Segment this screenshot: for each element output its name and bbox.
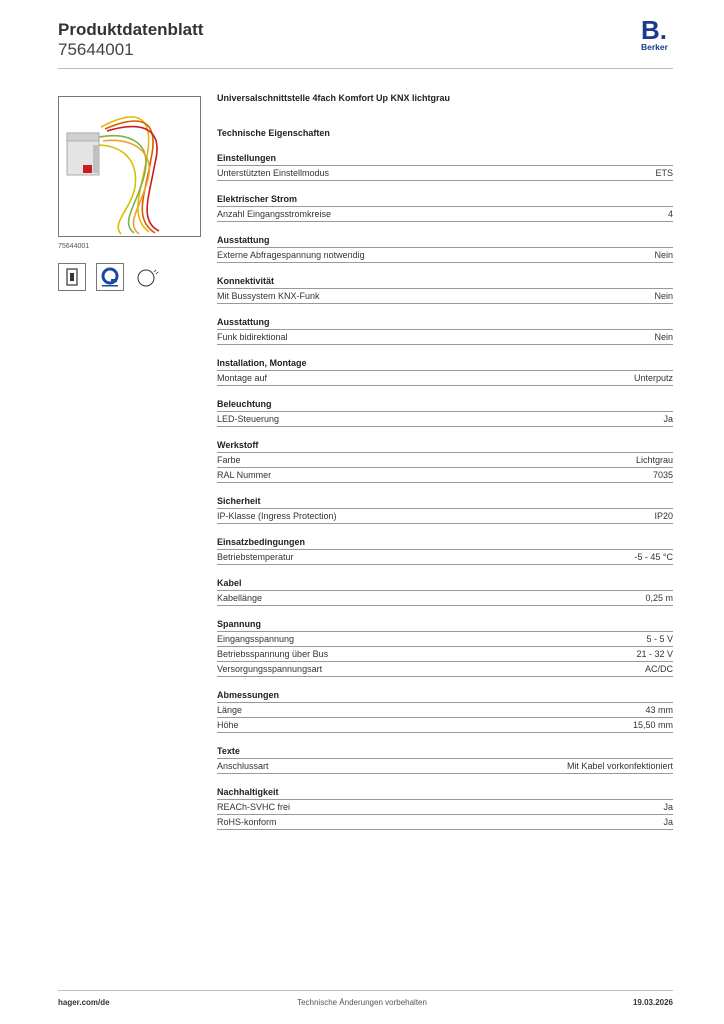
- property-value: 7035: [652, 470, 673, 480]
- group-title: Spannung: [217, 618, 673, 632]
- property-row: [217, 166, 673, 181]
- property-value: Ja: [663, 414, 673, 424]
- group-title: Nachhaltigkeit: [217, 786, 673, 800]
- property-label: Unterstützten Einstellmodus: [217, 168, 330, 178]
- brand-name: Berker: [641, 42, 668, 52]
- footer-date: 19.03.2026: [632, 998, 673, 1007]
- property-value: Lichtgrau: [635, 455, 673, 465]
- property-value: IP20: [654, 511, 673, 521]
- property-row: [217, 550, 673, 565]
- group-title: Ausstattung: [217, 316, 673, 330]
- property-label: Externe Abfragespannung notwendig: [217, 250, 365, 260]
- group-title: Texte: [217, 745, 673, 759]
- dimmer-symbol-icon: [134, 263, 162, 291]
- property-label: Betriebsspannung über Bus: [217, 649, 329, 659]
- document-title: Produktdatenblatt: [58, 20, 204, 39]
- property-label: Mit Bussystem KNX-Funk: [217, 291, 320, 301]
- group-title: Installation, Montage: [217, 357, 673, 371]
- property-label: Versorgungsspannungsart: [217, 664, 323, 674]
- property-value: 5 - 5 V: [646, 634, 673, 644]
- property-value: Mit Kabel vorkonfektioniert: [566, 761, 673, 771]
- property-row: [217, 632, 673, 647]
- property-group: [217, 536, 673, 565]
- property-value: ETS: [655, 168, 673, 178]
- property-label: Eingangsspannung: [217, 634, 295, 644]
- footer-disclaimer: Technische Änderungen vorbehalten: [297, 998, 427, 1007]
- property-label: RAL Nummer: [217, 470, 272, 480]
- product-code: 75644001: [58, 243, 90, 250]
- property-row: [217, 207, 673, 222]
- property-label: RoHS-konform: [217, 817, 277, 827]
- group-title: Ausstattung: [217, 234, 673, 248]
- group-title: Sicherheit: [217, 495, 673, 509]
- property-value: Ja: [663, 817, 673, 827]
- property-label: Kabellänge: [217, 593, 263, 603]
- property-label: LED-Steuerung: [217, 414, 280, 424]
- product-name: Universalschnittstelle 4fach Komfort Up KNX lichtgrau: [217, 93, 451, 103]
- property-row: [217, 330, 673, 345]
- product-image: [58, 96, 201, 237]
- berker-logo: [640, 17, 673, 53]
- property-value: AC/DC: [644, 664, 673, 674]
- document-header: [58, 20, 203, 60]
- group-title: Beleuchtung: [217, 398, 673, 412]
- footer-website: hager.com/de: [58, 998, 110, 1007]
- property-label: IP-Klasse (Ingress Protection): [217, 511, 337, 521]
- property-row: [217, 647, 673, 662]
- property-value: 0,25 m: [645, 593, 673, 603]
- property-label: Funk bidirektional: [217, 332, 288, 342]
- property-value: Ja: [663, 802, 673, 812]
- group-title: Werkstoff: [217, 439, 673, 453]
- property-group: [217, 152, 673, 181]
- property-group: [217, 577, 673, 606]
- document-number: 75644001: [58, 40, 134, 59]
- property-row: [217, 289, 673, 304]
- property-row: [217, 371, 673, 386]
- group-title: Kabel: [217, 577, 673, 591]
- group-title: Einsatzbedingungen: [217, 536, 673, 550]
- property-value: 4: [667, 209, 673, 219]
- property-label: Anschlussart: [217, 761, 269, 771]
- footer-divider: [58, 990, 673, 991]
- property-row: [217, 662, 673, 677]
- property-value: 15,50 mm: [632, 720, 673, 730]
- property-group: [217, 193, 673, 222]
- property-group: [217, 357, 673, 386]
- group-title: Konnektivität: [217, 275, 673, 289]
- property-value: Nein: [654, 332, 673, 342]
- property-group: [217, 398, 673, 427]
- header-divider: [58, 68, 673, 69]
- property-row: [217, 591, 673, 606]
- property-value: 21 - 32 V: [636, 649, 673, 659]
- property-row: [217, 468, 673, 483]
- property-label: Farbe: [217, 455, 241, 465]
- property-row: [217, 248, 673, 263]
- quality-seal-icon: [96, 263, 124, 291]
- property-group: [217, 439, 673, 483]
- group-title: Abmessungen: [217, 689, 673, 703]
- property-label: Montage auf: [217, 373, 268, 383]
- property-row: [217, 759, 673, 774]
- brand-mark: B.: [641, 17, 667, 45]
- property-group: [217, 316, 673, 345]
- property-row: [217, 815, 673, 830]
- property-label: REACh-SVHC frei: [217, 802, 291, 812]
- property-groups: [217, 152, 673, 830]
- property-label: Länge: [217, 705, 243, 715]
- property-label: Betriebstemperatur: [217, 552, 294, 562]
- section-title: Technische Eigenschaften: [217, 128, 330, 138]
- property-label: Anzahl Eingangsstromkreise: [217, 209, 332, 219]
- property-group: [217, 275, 673, 304]
- property-row: [217, 800, 673, 815]
- main-content: [217, 93, 673, 842]
- property-group: [217, 618, 673, 677]
- property-value: Nein: [654, 250, 673, 260]
- property-value: -5 - 45 °C: [634, 552, 673, 562]
- property-row: [217, 453, 673, 468]
- property-value: Nein: [654, 291, 673, 301]
- property-group: [217, 689, 673, 733]
- property-group: [217, 786, 673, 830]
- property-row: [217, 412, 673, 427]
- installation-symbol-icon: [58, 263, 86, 291]
- property-value: 43 mm: [645, 705, 673, 715]
- property-group: [217, 495, 673, 524]
- certification-icons: [58, 263, 162, 291]
- property-label: Höhe: [217, 720, 239, 730]
- property-value: Unterputz: [633, 373, 673, 383]
- group-title: Elektrischer Strom: [217, 193, 673, 207]
- property-row: [217, 509, 673, 524]
- property-row: [217, 718, 673, 733]
- property-group: [217, 745, 673, 774]
- group-title: Einstellungen: [217, 152, 673, 166]
- property-row: [217, 703, 673, 718]
- property-group: [217, 234, 673, 263]
